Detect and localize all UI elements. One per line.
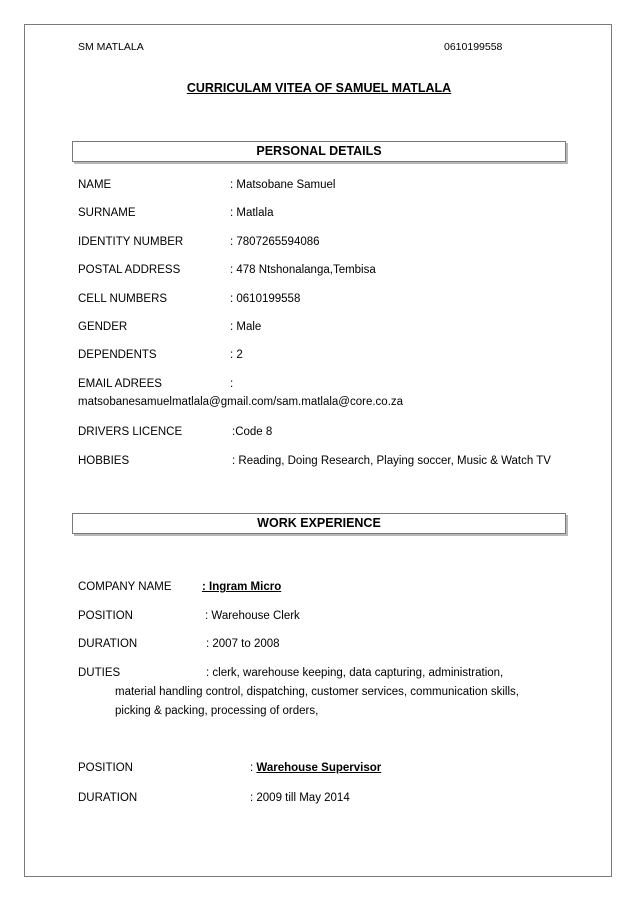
document-title: CURRICULAM VITEA OF SAMUEL MATLALA [186, 81, 452, 95]
surname-value: : Matlala [230, 207, 274, 219]
gender-value: : Male [230, 321, 262, 333]
surname-label: SURNAME [78, 207, 136, 219]
duration2-value: : 2009 till May 2014 [250, 792, 350, 804]
header-phone: 0610199558 [444, 41, 503, 53]
position2-value-line [250, 761, 381, 775]
hobbies-label: HOBBIES [78, 455, 130, 467]
dependents-value: : 2 [230, 349, 243, 361]
position2-value: Warehouse Supervisor [256, 762, 382, 774]
header-name: SM MATLALA [78, 41, 144, 53]
duration2-label: DURATION [78, 792, 138, 804]
duties-label: DUTIES [78, 667, 121, 679]
duties-line-3: picking & packing, processing of orders, [115, 705, 319, 717]
drivers-licence-label: DRIVERS LICENCE [78, 426, 183, 438]
postal-address-label: POSTAL ADDRESS [78, 264, 181, 276]
position-value: : Warehouse Clerk [205, 610, 300, 622]
duration-label: DURATION [78, 638, 138, 650]
email-value: matsobanesamuelmatlala@gmail.com/sam.matlala@core.co.za [78, 396, 404, 408]
email-colon: : [230, 378, 234, 390]
name-value: : Matsobane Samuel [230, 179, 336, 191]
work-experience-heading: WORK EXPERIENCE [72, 513, 566, 534]
company-name-label: COMPANY NAME [78, 581, 172, 593]
company-name-value: : Ingram Micro [202, 581, 282, 593]
id-number-value: : 7807265594086 [230, 236, 320, 248]
email-label: EMAIL ADREES [78, 378, 162, 390]
gender-label: GENDER [78, 321, 128, 333]
postal-address-value: : 478 Ntshonalanga,Tembisa [230, 264, 376, 276]
name-label: NAME [78, 179, 112, 191]
id-number-label: IDENTITY NUMBER [78, 236, 184, 248]
duties-line-2: material handling control, dispatching, customer services, communication skills, [115, 686, 519, 698]
hobbies-value: : Reading, Doing Research, Playing soccer, Music & Watch TV [232, 455, 551, 467]
position2-label: POSITION [78, 762, 133, 774]
drivers-licence-value: :Code 8 [232, 426, 273, 438]
cell-numbers-label: CELL NUMBERS [78, 293, 168, 305]
position2-colon: : [250, 762, 257, 774]
position-label: POSITION [78, 610, 133, 622]
personal-details-heading: PERSONAL DETAILS [72, 141, 566, 162]
duties-line-1: : clerk, warehouse keeping, data capturing, administration, [206, 667, 504, 679]
cell-numbers-value: : 0610199558 [230, 293, 301, 305]
dependents-label: DEPENDENTS [78, 349, 157, 361]
duration-value: : 2007 to 2008 [206, 638, 280, 650]
